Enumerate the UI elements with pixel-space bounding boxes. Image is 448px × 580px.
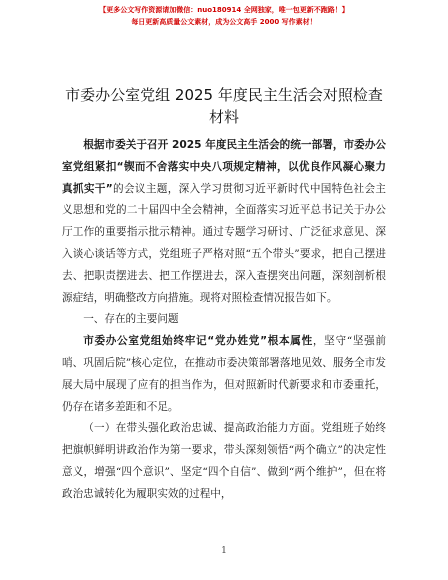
problems-paragraph (62, 331, 386, 418)
promo-banner (0, 4, 448, 28)
promo-banner-line1: 【更多公文写作资源请加微信：nuo180914 全网独家，唯一包更新不跑路！】 (99, 6, 349, 14)
document-title-line2: 材料 (208, 108, 239, 126)
document-body (62, 135, 386, 506)
problems-bold-text: 市委办公室党组始终牢记“党办姓党”根本属性 (83, 335, 313, 348)
document-title (40, 84, 408, 128)
page-number: 1 (221, 546, 227, 556)
document-title-line1: 市委办公室党组 2025 年度民主生活会对照检查 (65, 86, 383, 104)
problems-text: ，坚守“坚强前哨、巩固后院”核心定位，在推动市委决策部署落地见效、服务全市发展大局中展现了应有的担当作为，但对照新时代新要求和市委重托，仍存在诸多差距和不足。 (62, 335, 386, 413)
intro-paragraph (62, 135, 386, 309)
intro-bold-theme: “锲而不舍落实中央八项规定精神，以优良作风凝心聚力真抓实干” (62, 160, 387, 195)
section-heading: 一、存在的主要问题 (83, 313, 179, 326)
intro-bold-text: 根据市委关于召开 2025 年度民主生活会的统一部署，市委办公室党组紧扣 (62, 139, 386, 173)
subsection-paragraph: （一）在带头强化政治忠诚、提高政治能力方面。党组班子始终把旗帜鲜明讲政治作为第一要求，带头深刻领悟“两个确立”的决定性意义，增强“四个意识”、坚定“四个自信”、做到“两个维护”，但在将政治忠诚转化为履职实效的过程中， (62, 422, 386, 500)
promo-banner-line2: 每日更新高质量公文素材，成为公文高手 2000 写作素材！ (131, 18, 317, 26)
intro-text: 的会议主题，深入学习贯彻习近平新时代中国特色社会主义思想和党的二十届四中全会精神，全面落实习近平总书记关于办公厅工作的重要指示批示精神。通过专题学习研讨、广泛征求意见、深入谈心谈话等方式，党组班子严格对照“五个带头”要求，把自己摆进去、把职责摆进去、把工作摆进去，深入查摆突出问题，深刻剖析根源症结，明确整改方向措施。现将对照检查情况报告如下。 (62, 182, 387, 304)
